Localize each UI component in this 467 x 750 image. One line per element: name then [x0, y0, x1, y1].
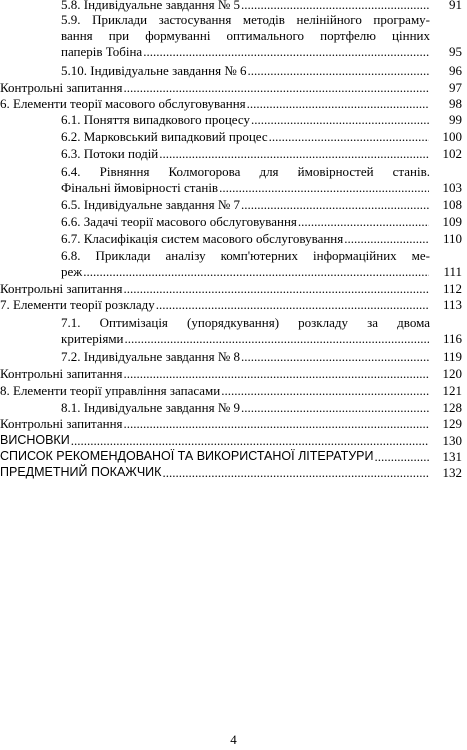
- toc-entry-title: Контрольні запитання: [0, 366, 123, 381]
- toc-entry-7-1[interactable]: [61, 315, 430, 330]
- toc-entry-5-9-last: [61, 44, 462, 59]
- toc-page-number: 99: [449, 112, 462, 127]
- toc-entry-title: 7.2. Індивідуальне завдання № 8: [61, 349, 240, 364]
- toc-entry-title: 5.10. Індивідуальне завдання № 6: [61, 63, 247, 78]
- toc-chapter-8[interactable]: [0, 383, 462, 398]
- toc-entry-control-questions-8[interactable]: [0, 416, 462, 431]
- toc-page-number: 116: [442, 331, 462, 346]
- toc-entry-6-7[interactable]: [61, 231, 462, 246]
- toc-entry-title: Контрольні запитання: [0, 281, 123, 296]
- toc-page-number: 131: [442, 449, 462, 464]
- toc-entry-title: 8.1. Індивідуальне завдання № 9: [61, 400, 240, 415]
- toc-entry-title: 6.5. Індивідуальне завдання № 7: [61, 197, 240, 212]
- toc-entry-title: 6.2. Марковський випадковий процес: [61, 129, 268, 144]
- toc-references[interactable]: [0, 449, 462, 464]
- toc-entry-title-line: 5.9. Приклади застосування методів нелінійного програму-: [61, 12, 430, 27]
- toc-entry-6-2[interactable]: [61, 129, 462, 144]
- toc-entry-6-4[interactable]: [61, 164, 430, 179]
- toc-entry-6-1[interactable]: [61, 112, 462, 127]
- toc-page-number: 113: [442, 297, 462, 312]
- toc-entry-title: 6. Елементи теорії масового обслуговування: [0, 96, 246, 111]
- toc-page-number: 120: [442, 366, 462, 381]
- toc-entry-title: ВИСНОВКИ: [0, 433, 70, 447]
- toc-entry-5-8[interactable]: [61, 0, 462, 12]
- toc-entry-title: 8. Елементи теорії управління запасами: [0, 383, 221, 398]
- toc-page-number: 100: [442, 129, 462, 144]
- toc-entry-6-4-last: [61, 180, 462, 195]
- toc-page-number: 132: [442, 465, 462, 480]
- toc-entry-6-3[interactable]: [61, 146, 462, 161]
- toc-page-number: 119: [442, 349, 462, 364]
- toc-entry-7-2[interactable]: [61, 349, 462, 364]
- toc-entry-7-1-last: [61, 331, 462, 346]
- toc-page-number: 102: [442, 146, 462, 161]
- toc-chapter-6[interactable]: [0, 96, 462, 111]
- toc-entry-title-line: паперів Тобіна: [61, 44, 143, 59]
- toc-entry-title-line: критеріями: [61, 331, 124, 346]
- toc-page-number: 103: [442, 180, 462, 195]
- page-number: 4: [230, 732, 237, 747]
- toc-entry-title-line: 6.8. Приклади аналізу комп'ютерних інформаційних ме-: [61, 248, 430, 263]
- toc-page-number: 109: [442, 214, 462, 229]
- toc-entry-title: 6.1. Поняття випадкового процесу: [61, 112, 251, 127]
- toc-page-number: 96: [449, 63, 462, 78]
- toc-entry-title: Контрольні запитання: [0, 80, 123, 95]
- toc-entry-6-5[interactable]: [61, 197, 462, 212]
- toc-page-number: 128: [442, 400, 462, 415]
- toc-entry-title: Контрольні запитання: [0, 416, 123, 431]
- toc-page-number: 110: [442, 231, 462, 246]
- toc-chapter-7[interactable]: [0, 297, 462, 312]
- toc-page-number: 130: [442, 433, 462, 448]
- toc-entry-control-questions-5[interactable]: [0, 80, 462, 95]
- toc-page-number: 129: [442, 416, 462, 431]
- toc-page-number: 108: [442, 197, 462, 212]
- toc-page-number: 112: [442, 281, 462, 296]
- toc-entry-title-line: вання при формуванні оптимального портфелю цінних: [61, 28, 430, 43]
- toc-entry-title: 6.3. Потоки подій: [61, 146, 159, 161]
- toc-entry-title-line: реж: [61, 264, 83, 279]
- toc-page-number: 97: [449, 80, 462, 95]
- toc-entry-5-10[interactable]: [61, 63, 462, 78]
- toc-page-number: 95: [449, 44, 462, 59]
- toc-entry-title-line: 7.1. Оптимізація (упорядкування) розкладу за двома: [61, 315, 430, 330]
- toc-entry-title: ПРЕДМЕТНИЙ ПОКАЖЧИК: [0, 465, 162, 479]
- toc-entry-title: 5.8. Індивідуальне завдання № 5: [61, 0, 240, 12]
- toc-page-number: 111: [443, 264, 462, 279]
- toc-conclusions[interactable]: [0, 433, 462, 448]
- toc-entry-title: СПИСОК РЕКОМЕНДОВАНОЇ ТА ВИКОРИСТАНОЇ ЛІТЕРАТУРИ: [0, 449, 374, 463]
- toc-entry-title: 6.7. Класифікація систем масового обслуговування: [61, 231, 344, 246]
- toc-entry-control-questions-7[interactable]: [0, 366, 462, 381]
- toc-entry-6-8[interactable]: [61, 248, 430, 263]
- toc-page-number: 98: [449, 96, 462, 111]
- toc-page-number: 91: [449, 0, 462, 12]
- toc-entry-title: 7. Елементи теорії розкладу: [0, 297, 155, 312]
- toc-entry-control-questions-6[interactable]: [0, 281, 462, 296]
- toc-entry-6-8-last: [61, 264, 462, 279]
- toc-entry-title-line: 6.4. Рівняння Колмогорова для ймовірностей станів.: [61, 164, 430, 179]
- toc-entry-title-line: Фінальні ймовірності станів: [61, 180, 219, 195]
- toc-entry-8-1[interactable]: [61, 400, 462, 415]
- toc-page-number: 121: [442, 383, 462, 398]
- toc-entry-6-6[interactable]: [61, 214, 462, 229]
- toc-entry-5-9[interactable]: [61, 12, 430, 27]
- toc-entry-title: 6.6. Задачі теорії масового обслуговування: [61, 214, 297, 229]
- toc-entry-5-9-cont: [61, 28, 430, 43]
- toc-subject-index[interactable]: [0, 465, 462, 480]
